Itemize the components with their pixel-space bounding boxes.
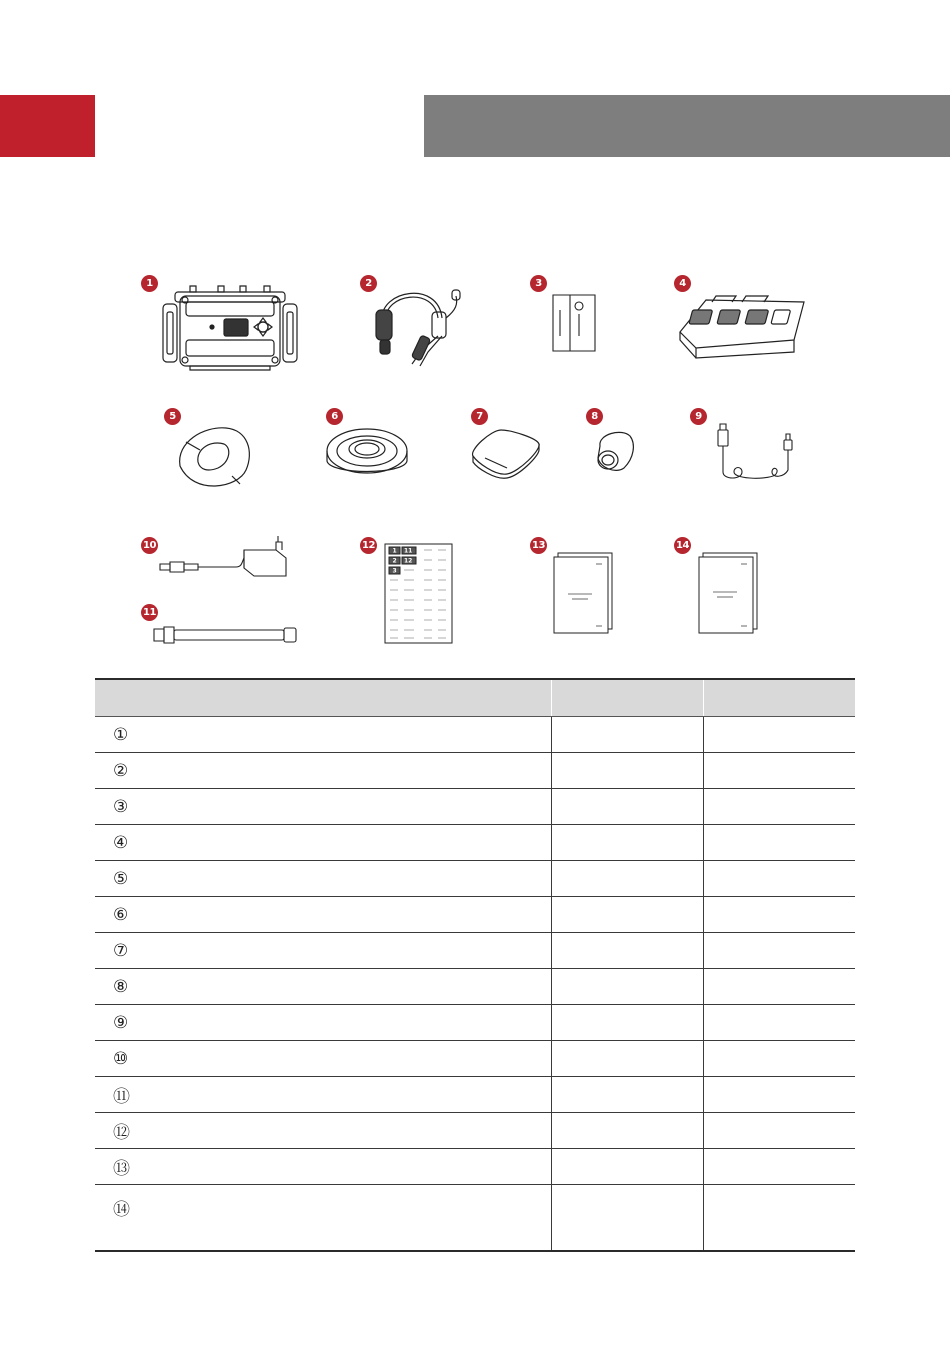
table-header-row xyxy=(95,679,855,717)
row-number: ⑨ xyxy=(113,1012,129,1033)
table-row xyxy=(95,1077,855,1113)
table-header-item xyxy=(95,679,551,717)
row-number: ③ xyxy=(113,796,129,817)
table-row xyxy=(95,825,855,861)
section-marker-red xyxy=(0,95,95,157)
table-row xyxy=(95,1041,855,1077)
ring-cushion-icon xyxy=(324,425,410,485)
row-number: ⑧ xyxy=(113,976,129,997)
label-tag: 2 xyxy=(392,557,397,565)
package-contents-table xyxy=(95,678,855,1252)
item-badge: 2 xyxy=(360,275,377,292)
row-number: ⑩ xyxy=(113,1048,129,1069)
windscreen-icon xyxy=(592,428,636,474)
usb-cable-icon xyxy=(712,422,802,484)
item-badge: 12 xyxy=(360,537,377,554)
row-number: ⑬ xyxy=(113,1159,130,1179)
label-tag: 1 xyxy=(392,547,397,555)
quick-guide-icon xyxy=(697,552,761,634)
item-badge: 5 xyxy=(164,408,181,425)
power-adapter-icon xyxy=(156,536,296,580)
table-row xyxy=(95,969,855,1005)
item-badge: 9 xyxy=(690,408,707,425)
row-number: ① xyxy=(113,724,129,745)
label-tag: 3 xyxy=(392,567,397,575)
label-tag: 12 xyxy=(404,557,413,565)
table-row xyxy=(95,717,855,753)
item-badge: 4 xyxy=(674,275,691,292)
row-number: ② xyxy=(113,760,129,781)
row-number: ④ xyxy=(113,832,129,853)
item-badge: 10 xyxy=(141,537,158,554)
table-row xyxy=(95,1149,855,1185)
base-station-icon xyxy=(160,282,300,374)
headband-pad-icon xyxy=(467,424,543,480)
item-badge: 1 xyxy=(141,275,158,292)
item-badge: 13 xyxy=(530,537,547,554)
row-number: ⑥ xyxy=(113,904,129,925)
table-row xyxy=(95,1005,855,1041)
antenna-icon xyxy=(150,624,300,646)
table-row xyxy=(95,1113,855,1149)
item-badge: 11 xyxy=(141,604,158,621)
table-row xyxy=(95,897,855,933)
charging-dock-icon xyxy=(676,290,806,360)
item-badge: 3 xyxy=(530,275,547,292)
row-number: ⑫ xyxy=(113,1123,130,1143)
row-number: ⑭ xyxy=(113,1200,130,1220)
row-number: ⑤ xyxy=(113,868,129,889)
table-row xyxy=(95,753,855,789)
ear-cushion-icon xyxy=(174,422,254,494)
section-title-bar xyxy=(424,95,950,157)
table-row xyxy=(95,789,855,825)
row-number: ⑪ xyxy=(113,1087,130,1107)
label-tag: 11 xyxy=(404,547,413,555)
item-badge: 8 xyxy=(586,408,603,425)
battery-icon xyxy=(550,292,600,356)
table-header-quantity xyxy=(703,679,855,717)
item-badge: 14 xyxy=(674,537,691,554)
item-badge: 7 xyxy=(471,408,488,425)
item-badge: 6 xyxy=(326,408,343,425)
user-manual-icon xyxy=(552,552,616,634)
table-header-model xyxy=(551,679,703,717)
row-number: ⑦ xyxy=(113,940,129,961)
table-row xyxy=(95,861,855,897)
table-row xyxy=(95,1185,855,1252)
label-sheet-icon xyxy=(384,543,454,645)
table-row xyxy=(95,933,855,969)
headset-icon xyxy=(372,280,472,368)
